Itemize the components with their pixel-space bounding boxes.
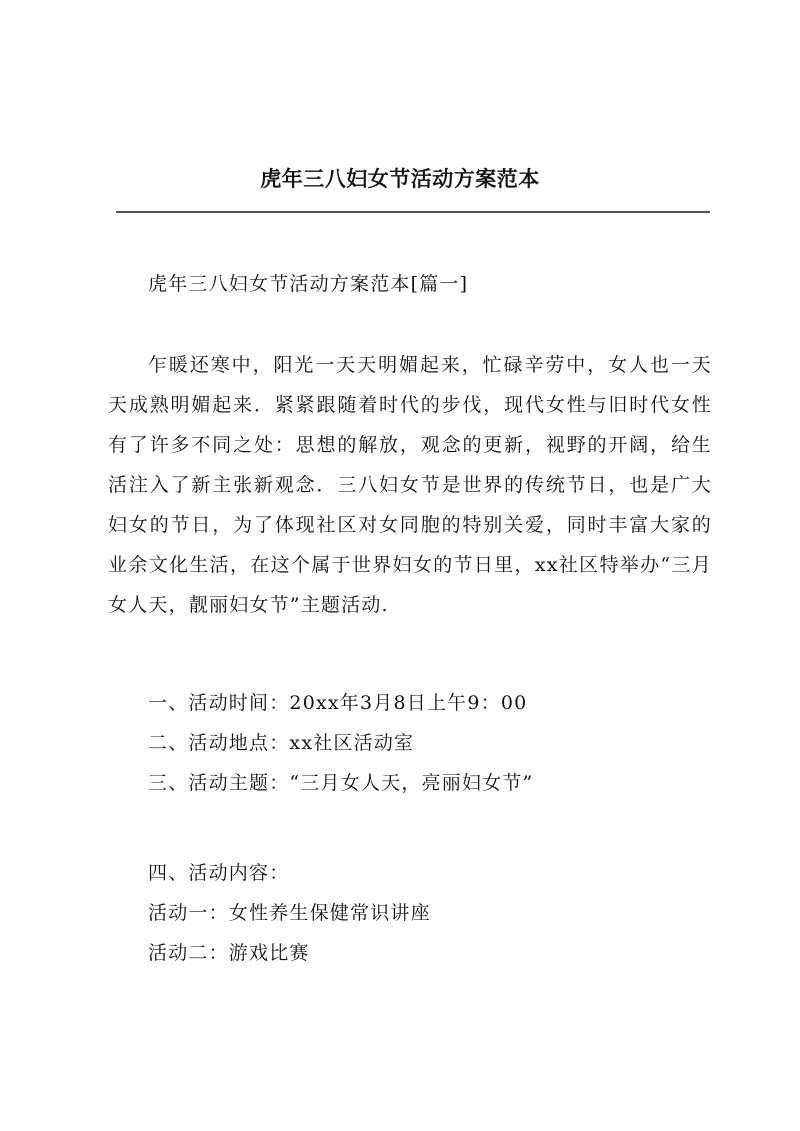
title-divider — [116, 211, 710, 213]
activity-time-item: 一、活动时间：20xx年3月8日上午9：00 — [148, 692, 528, 714]
page-title: 虎年三八妇女节活动方案范本 — [260, 166, 540, 191]
activity-theme-item: 三、活动主题：“三月女人天，亮丽妇女节” — [148, 772, 534, 794]
activity-location-item: 二、活动地点：xx社区活动室 — [148, 732, 415, 754]
activity-details-list — [108, 683, 752, 803]
activity-content-heading: 四、活动内容： — [148, 862, 290, 884]
section-subtitle: 虎年三八妇女节活动方案范本[篇一] — [148, 273, 469, 295]
intro-paragraph: 乍暖还寒中，阳光一天天明媚起来，忙碌辛劳中，女人也一天天成熟明媚起来．紧紧跟随着时代的步伐，现代女性与旧时代女性有了许多不同之处：思想的解放，观念的更新，视野的开阔，给生活注入了新主张新观念．三八妇女节是世界的传统节日，也是广大妇女的节日，为了体现社区对女同胞的特别关爱，同时丰富大家的业余文化生活，在这个属于世界妇女的节日里，xx社区特举办“三月女人天，靓丽妇女节”主题活动. — [108, 354, 712, 616]
activity-content-section — [108, 853, 752, 973]
activity-one-item: 活动一：女性养生保健常识讲座 — [148, 902, 431, 924]
activity-two-item: 活动二：游戏比赛 — [148, 942, 310, 964]
